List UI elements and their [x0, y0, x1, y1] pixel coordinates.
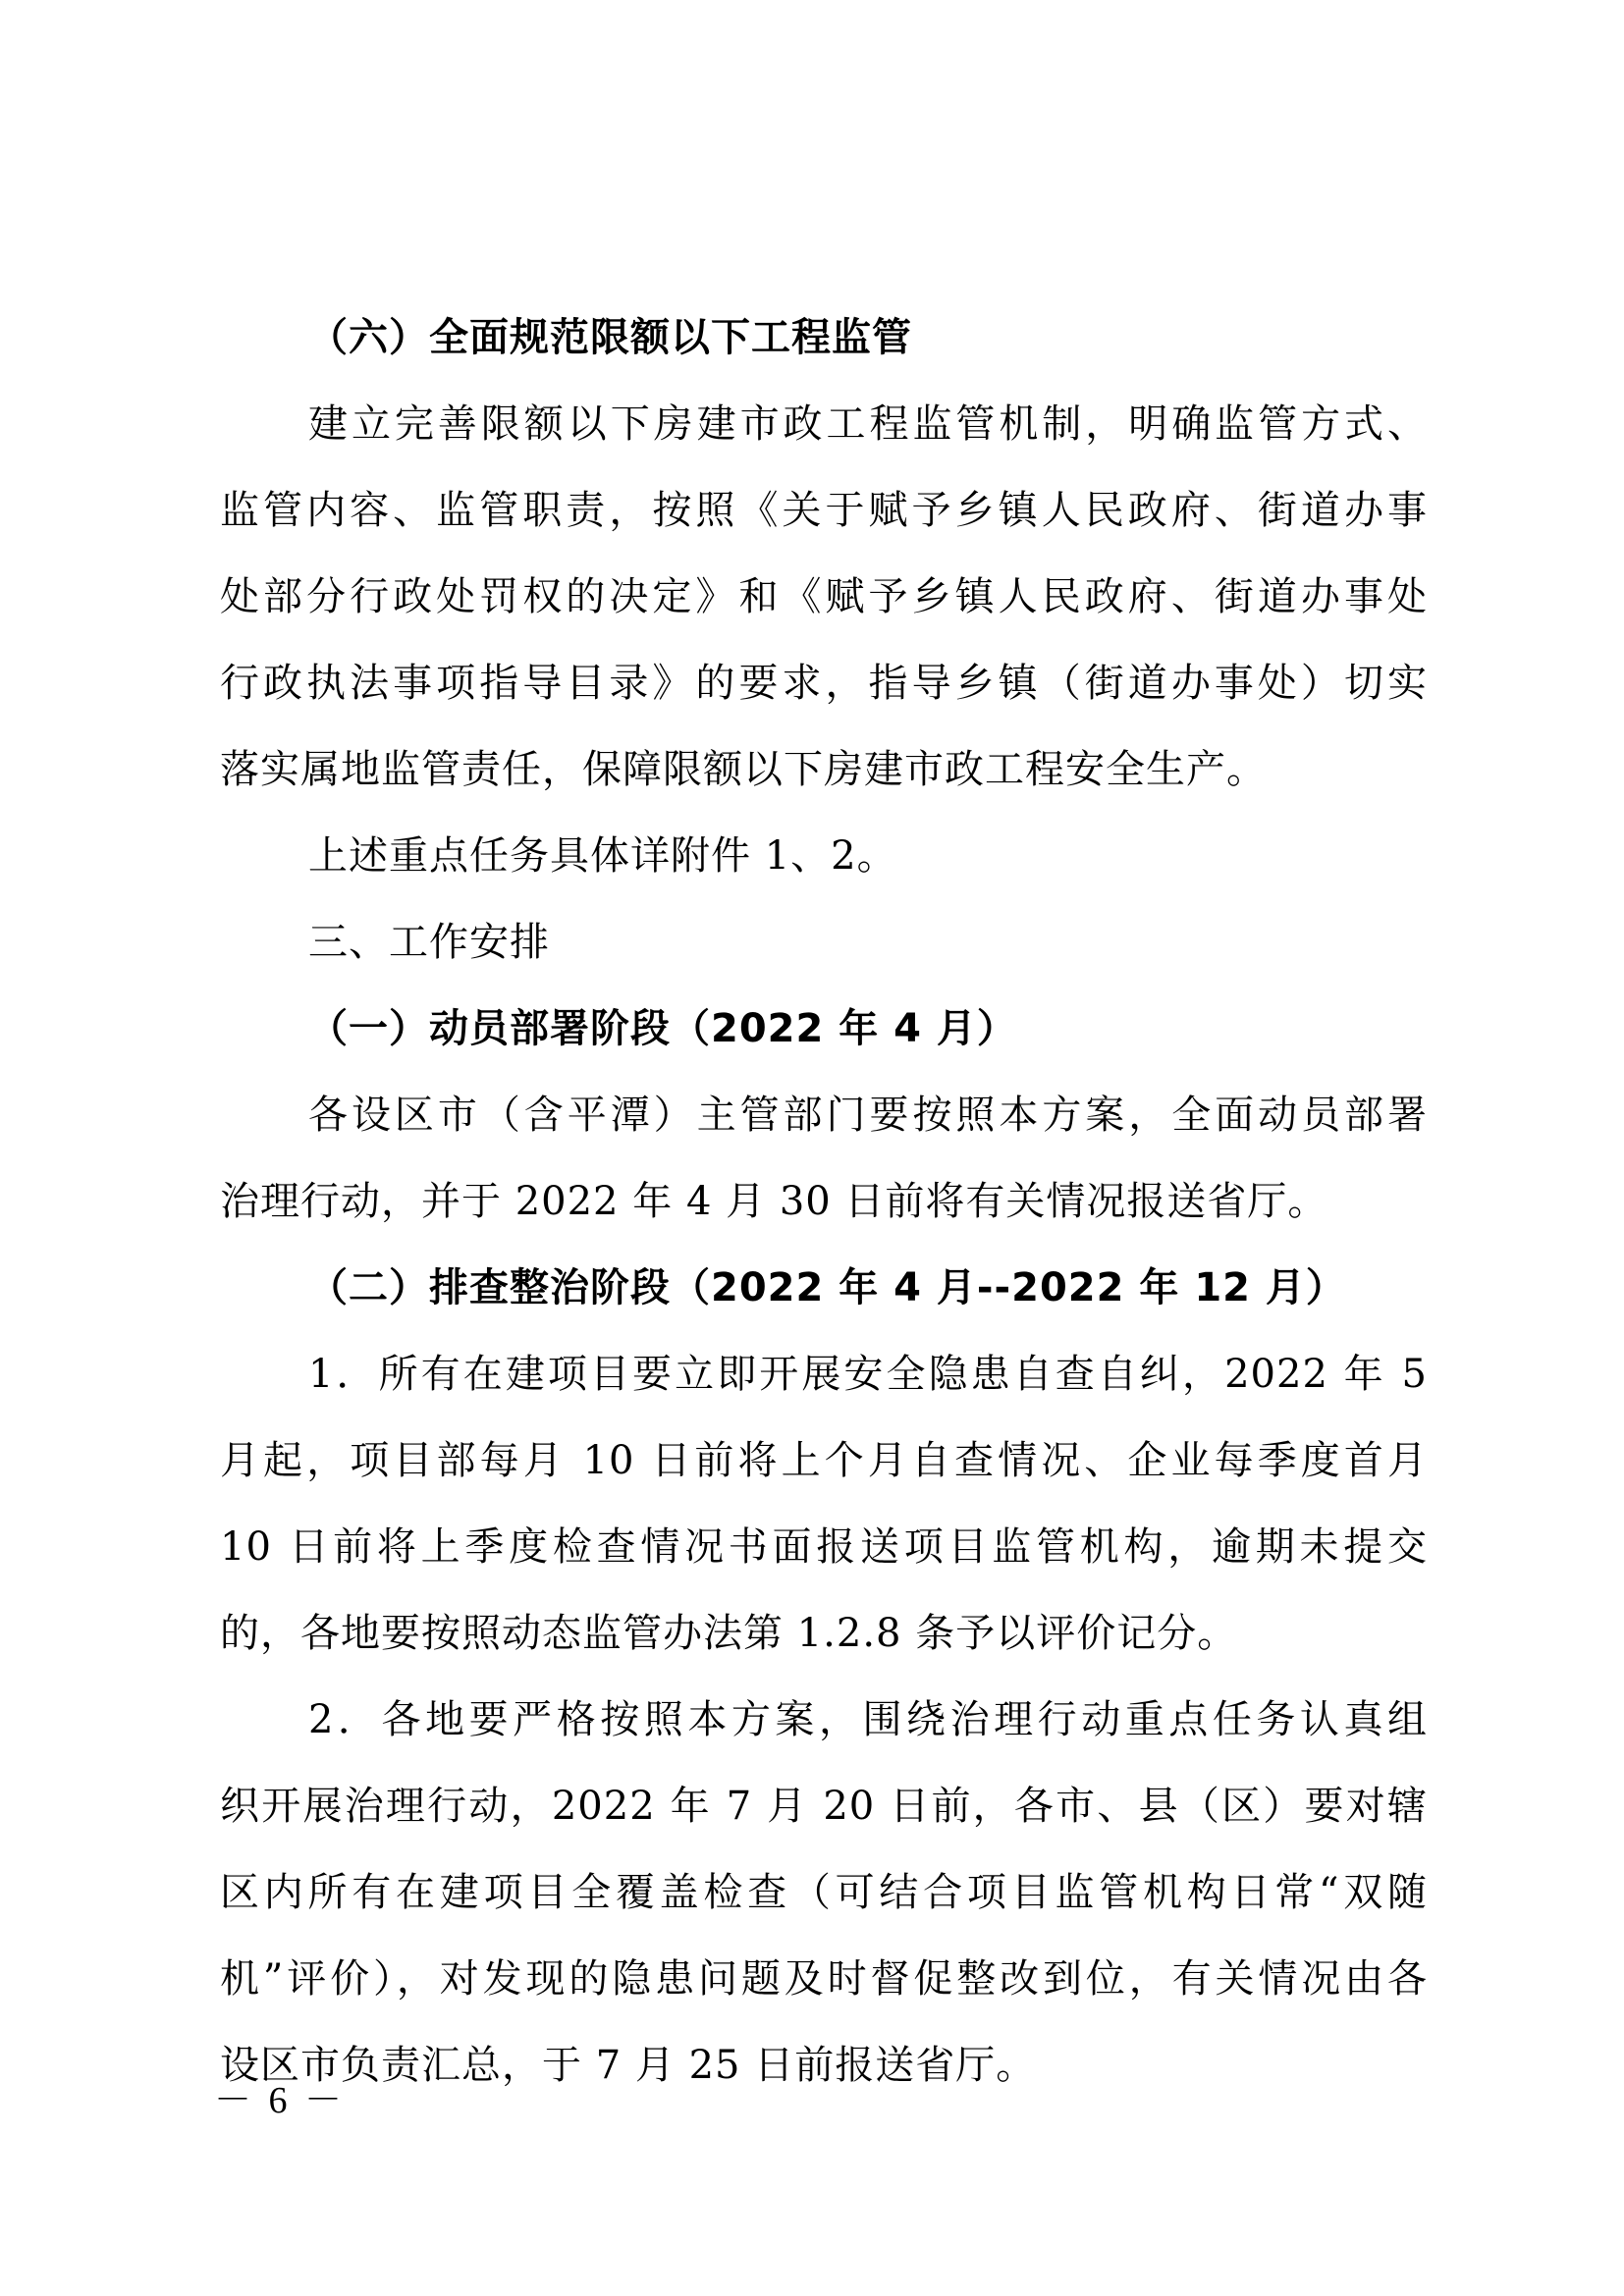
- paragraph-line: 落实属地监管责任，保障限额以下房建市政工程安全生产。: [220, 747, 1267, 792]
- paragraph-line: 1．所有在建项目要立即开展安全隐患自查自纠，2022 年 5: [308, 1352, 1428, 1397]
- paragraph-line: 行政执法事项指导目录》的要求，指导乡镇（街道办事处）切实: [220, 661, 1428, 706]
- paragraph-line: 治理行动，并于 2022 年 4 月 30 日前将有关情况报送省厅。: [220, 1179, 1328, 1224]
- paragraph-line: 处部分行政处罚权的决定》和《赋予乡镇人民政府、街道办事处: [220, 574, 1428, 619]
- section-heading-3: 三、工作安排: [308, 920, 550, 965]
- paragraph-line: 上述重点任务具体详附件 1、2。: [308, 833, 897, 879]
- paragraph-line: 机”评价），对发现的隐患问题及时督促整改到位，有关情况由各: [220, 1956, 1428, 2002]
- section-heading-6: （六）全面规范限额以下工程监管: [308, 315, 912, 360]
- paragraph-line: 区内所有在建项目全覆盖检查（可结合项目监管机构日常“双随: [220, 1870, 1428, 1915]
- paragraph-line: 2．各地要严格按照本方案，围绕治理行动重点任务认真组: [308, 1697, 1428, 1742]
- paragraph-line: 的，各地要按照动态监管办法第 1.2.8 条予以评价记分。: [220, 1611, 1238, 1656]
- paragraph-line: 织开展治理行动，2022 年 7 月 20 日前，各市、县（区）要对辖: [220, 1784, 1428, 1829]
- paragraph-line: 监管内容、监管职责，按照《关于赋予乡镇人民政府、街道办事: [220, 488, 1428, 533]
- page-number: － 6 －: [214, 2080, 347, 2121]
- paragraph-line: 各设区市（含平潭）主管部门要按照本方案，全面动员部署: [308, 1093, 1428, 1138]
- subsection-heading-2: （二）排查整治阶段（2022 年 4 月--2022 年 12 月）: [308, 1265, 1346, 1310]
- paragraph-line: 建立完善限额以下房建市政工程监管机制，明确监管方式、: [308, 401, 1428, 447]
- subsection-heading-1: （一）动员部署阶段（2022 年 4 月）: [308, 1006, 1017, 1051]
- paragraph-line: 10 日前将上季度检查情况书面报送项目监管机构，逾期未提交: [220, 1524, 1428, 1570]
- paragraph-line: 设区市负责汇总，于 7 月 25 日前报送省厅。: [220, 2043, 1037, 2088]
- document-body: [220, 294, 1428, 2109]
- paragraph-line: 月起，项目部每月 10 日前将上个月自查情况、企业每季度首月: [220, 1438, 1428, 1483]
